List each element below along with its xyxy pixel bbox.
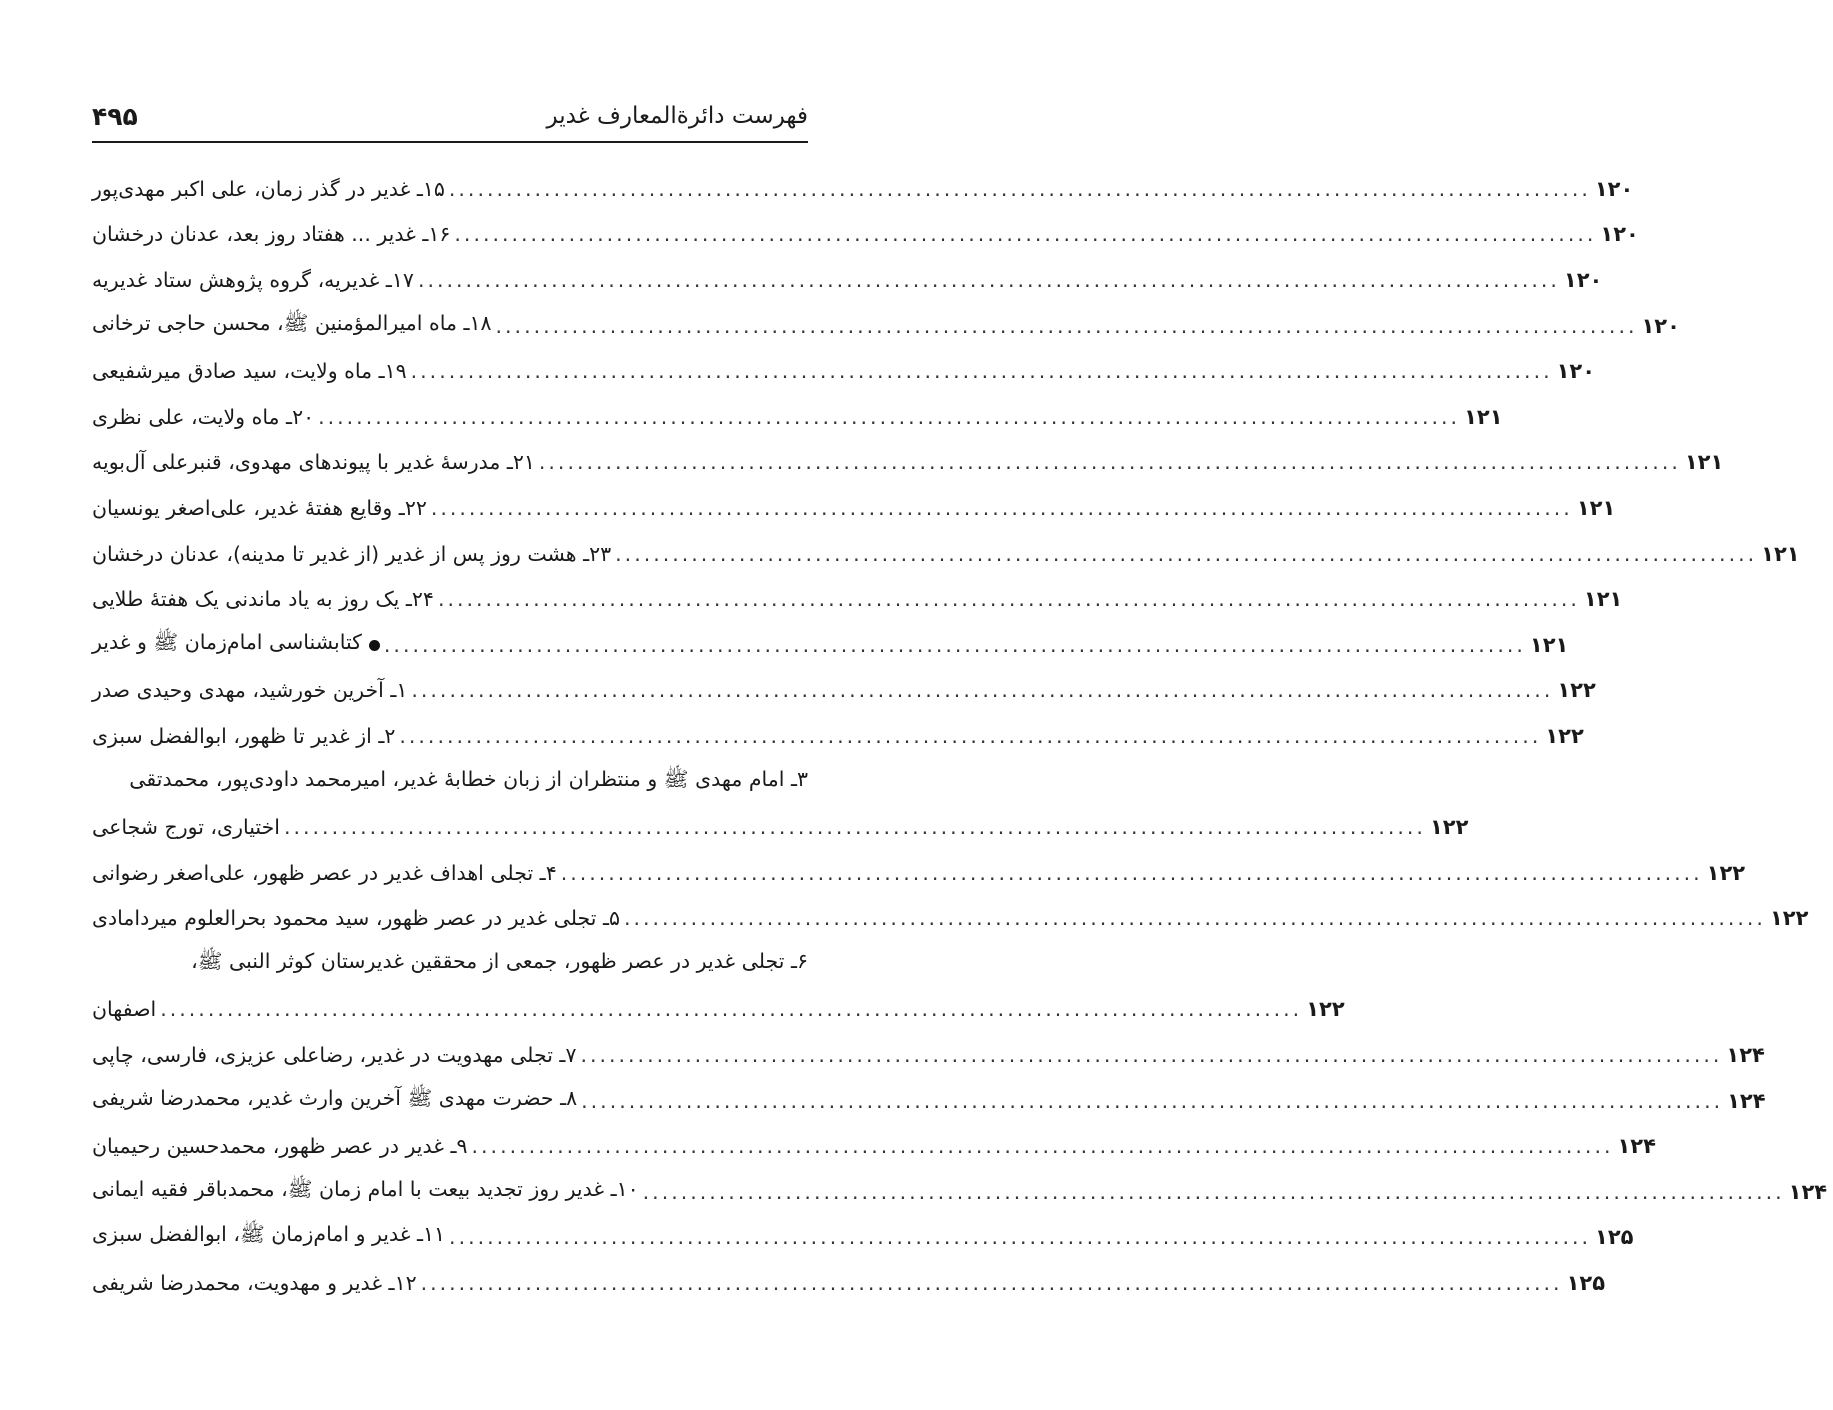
toc-entry-page: ۱۲۲: [1706, 860, 1746, 885]
toc-entry-title: ۵ـ تجلی غدیر در عصر ظهور، سید محمود بحرالعلوم میردامادی: [92, 906, 620, 931]
toc-entry-page: ۱۲۰: [1641, 313, 1680, 338]
leader-dots: ........................................................................................................................: [160, 997, 1303, 1022]
toc-entry-title: ۲۴ـ یک روز به یاد ماندنی یک هفتهٔ طلایی: [92, 587, 434, 612]
leader-dots: ........................................................................................................................: [642, 1179, 1785, 1204]
toc-entry-title: ۲ـ از غدیر تا ظهور، ابوالفضل سبزی: [92, 723, 396, 748]
toc-entry: [92, 166, 1634, 212]
toc-entry: [92, 531, 1800, 577]
toc-entry-page: ۱۲۰: [1600, 222, 1639, 247]
leader-dots: ........................................................................................................................: [471, 1134, 1614, 1159]
toc-entry: [92, 1123, 1656, 1169]
toc-entry-title: ۲۳ـ هشت روز پس از غدیر (از غدیر تا مدینه)، عدنان درخشان: [92, 541, 612, 566]
toc-entry-page: ۱۲۴: [1726, 1043, 1765, 1068]
toc-entry-page: ۱۲۱: [1464, 404, 1503, 429]
toc-entry: [92, 1215, 1634, 1261]
toc-entry-page: ۱۲۲: [1429, 815, 1469, 840]
leader-dots: ........................................................................................................................: [448, 176, 1591, 201]
toc-entry-title: اختیاری، تورج شجاعی: [92, 815, 280, 840]
leader-dots: ........................................................................................................................: [417, 267, 1560, 292]
toc-entry-page: ۱۲۱: [1761, 541, 1800, 566]
toc-entry-title: ۱۵ـ غدیر در گذر زمان، علی اکبر مهدی‌پور: [92, 176, 445, 201]
toc-entry: [92, 1078, 1766, 1124]
toc-entry: [92, 440, 1724, 486]
leader-dots: ........................................................................................................................: [560, 860, 1703, 885]
toc-entry-title: ۷ـ تجلی مهدویت در غدیر، رضاعلی عزیزی، فارسی، چاپی: [92, 1043, 577, 1068]
toc-entry-title: ۲۱ـ مدرسهٔ غدیر با پیوندهای مهدوی، قنبرعلی آل‌بویه: [92, 450, 535, 475]
toc-entry: [92, 394, 1503, 440]
toc-entry: [92, 303, 1680, 349]
toc-entry: [92, 1032, 1765, 1078]
leader-dots: ........................................................................................................................: [410, 359, 1553, 384]
leader-dots: ........................................................................................................................: [399, 723, 1542, 748]
leader-dots: ........................................................................................................................: [383, 632, 1526, 657]
leader-dots: ........................................................................................................................: [623, 906, 1766, 931]
toc-entry-title: ۱۱ـ غدیر و امام‌زمان ﷺ، ابوالفضل سبزی: [92, 1222, 446, 1247]
toc-entry-title: ۱۲ـ غدیر و مهدویت، محمدرضا شریفی: [92, 1271, 417, 1296]
toc-entry-title: ۱۸ـ ماه امیرالمؤمنین ﷺ، محسن حاجی ترخانی: [92, 310, 492, 335]
toc-entry-title: ۳ـ امام مهدی ﷺ و منتظران از زبان خطابهٔ غدیر، امیرمحمد داودی‌پور، محمدتقی: [129, 766, 808, 791]
toc-entry: [92, 576, 1623, 622]
toc-entry: [92, 257, 1603, 303]
toc-entry-page: ۱۲۲: [1306, 997, 1345, 1022]
toc-entry-title: ۹ـ غدیر در عصر ظهور، محمدحسین رحیمیان: [92, 1134, 468, 1159]
toc-entry-page: ۱۲۵: [1595, 1225, 1634, 1250]
toc-entry: [92, 759, 808, 805]
toc-entry-title: ۸ـ حضرت مهدی ﷺ آخرین وارث غدیر، محمدرضا شریفی: [92, 1085, 578, 1110]
leader-dots: ........................................................................................................................: [495, 313, 1638, 338]
toc-entry-page: ۱۲۴: [1788, 1179, 1828, 1204]
toc-entry: [92, 987, 1345, 1033]
toc-entry: [92, 212, 1639, 258]
leader-dots: ........................................................................................................................: [411, 678, 1554, 703]
leader-dots: ........................................................................................................................: [454, 222, 1597, 247]
toc-entry-page: ۱۲۱: [1576, 495, 1616, 520]
leader-dots: ........................................................................................................................: [581, 1088, 1724, 1113]
toc-entry-page: ۱۲۵: [1566, 1271, 1606, 1296]
toc-entry-page: ۱۲۲: [1557, 678, 1596, 703]
toc-entry-page: ۱۲۴: [1727, 1088, 1766, 1113]
leader-dots: ........................................................................................................................: [449, 1225, 1592, 1250]
page-header: [92, 98, 808, 134]
toc-entry: [92, 804, 1469, 850]
leader-dots: ........................................................................................................................: [430, 495, 1573, 520]
leader-dots: ........................................................................................................................: [580, 1043, 1723, 1068]
toc-entry: [92, 850, 1746, 896]
toc-entry-page: ۱۲۱: [1684, 450, 1724, 475]
toc-entry: [92, 1260, 1606, 1306]
toc-entry: [92, 896, 1809, 942]
toc-entry-title: ۱۷ـ غدیریه، گروه پژوهش ستاد غدیریه: [92, 267, 414, 292]
toc-entry-page: ۱۲۴: [1617, 1134, 1656, 1159]
toc-entry: [92, 348, 1596, 394]
toc-entry: [92, 668, 1596, 714]
toc-entry-title: ۲۲ـ وقایع هفتهٔ غدیر، علی‌اصغر یونسیان: [92, 495, 427, 520]
leader-dots: ........................................................................................................................: [437, 587, 1580, 612]
toc-entry-title: ۱۶ـ غدیر ... هفتاد روز بعد، عدنان درخشان: [92, 222, 451, 247]
page-number: ۴۹۵: [92, 101, 138, 131]
toc-entry-title: ۱۹ـ ماه ولایت، سید صادق میرشفیعی: [92, 359, 407, 384]
leader-dots: ........................................................................................................................: [615, 541, 1758, 566]
toc-entry-page: ۱۲۲: [1545, 723, 1584, 748]
toc-entry: [92, 485, 1616, 531]
toc-entry-title: ۴ـ تجلی اهداف غدیر در عصر ظهور، علی‌اصغر رضوانی: [92, 860, 557, 885]
toc-entry-title: کتابشناسی امام‌زمان ﷺ و غدیر: [92, 630, 380, 660]
leader-dots: ........................................................................................................................: [318, 404, 1461, 429]
leader-dots: ........................................................................................................................: [538, 450, 1681, 475]
toc-entry-page: ۱۲۰: [1594, 176, 1634, 201]
toc-entry: [92, 1169, 1828, 1215]
toc-entry-page: ۱۲۰: [1556, 359, 1596, 384]
toc-entry-title: ۱۰ـ غدیر روز تجدید بیعت با امام زمان ﷺ، محمدباقر فقیه ایمانی: [92, 1176, 639, 1201]
leader-dots: ........................................................................................................................: [283, 815, 1426, 840]
toc-entry-page: ۱۲۱: [1583, 587, 1623, 612]
toc-entry-page: ۱۲۲: [1769, 906, 1809, 931]
toc-entry-title: اصفهان: [92, 997, 157, 1022]
toc-entry-title: ۲۰ـ ماه ولایت، علی نظری: [92, 404, 315, 429]
toc-section-heading: [92, 622, 1569, 668]
toc-entry-title: ۱ـ آخرین خورشید، مهدی وحیدی صدر: [92, 678, 408, 703]
toc-entry: [92, 713, 1584, 759]
toc-entry-title: ۶ـ تجلی غدیر در عصر ظهور، جمعی از محققین غدیرستان کوثر النبی ﷺ،: [191, 948, 808, 973]
leader-dots: ........................................................................................................................: [420, 1271, 1563, 1296]
table-of-contents: [92, 166, 1828, 1306]
running-title: فهرست دائرةالمعارف غدیر: [546, 103, 808, 129]
toc-entry-page: ۱۲۱: [1529, 632, 1569, 657]
toc-entry: [92, 941, 808, 987]
header-rule: [92, 141, 808, 143]
toc-entry-page: ۱۲۰: [1563, 267, 1603, 292]
